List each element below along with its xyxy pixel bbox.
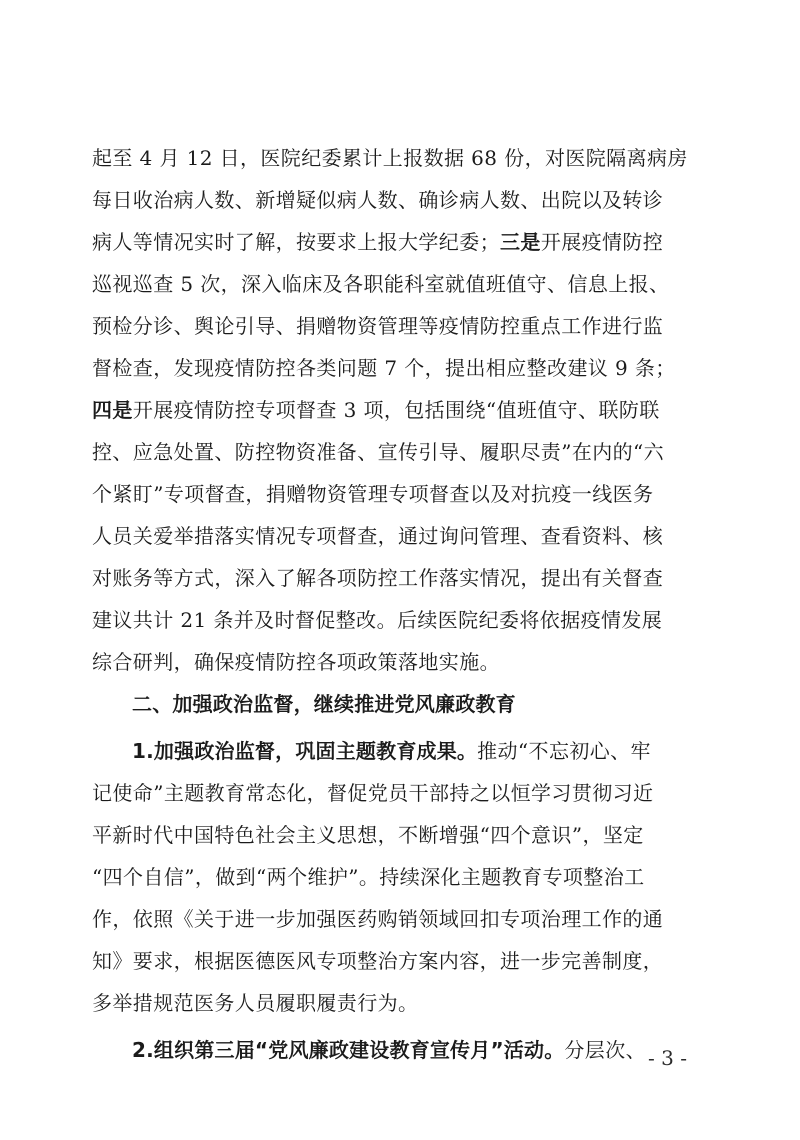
paragraph-1-line-12: 建议共计 21 条并及时督促整改。后续医院纪委将依据疫情发展 bbox=[92, 608, 663, 632]
section-heading: 二、加强政治监督，继续推进党风廉政教育 bbox=[132, 692, 516, 716]
paragraph-2-line-5: 作，依照《关于进一步加强医药购销领域回扣专项治理工作的通 bbox=[92, 907, 664, 931]
paragraph-1-line-1: 起至 4 月 12 日，医院纪委累计上报数据 68 份，对医院隔离病房 bbox=[92, 146, 688, 170]
paragraph-1-line-10: 人员关爱举措落实情况专项督查，通过询问管理、查看资料、核 bbox=[92, 524, 664, 548]
paragraph-1-line-5: 预检分诊、舆论引导、捐赠物资管理等疫情防控重点工作进行监 bbox=[92, 314, 664, 338]
paragraph-1-line-2: 每日收治病人数、新增疑似病人数、确诊病人数、出院以及转诊 bbox=[92, 188, 664, 212]
paragraph-1-line-6: 督检查，发现疫情防控各类问题 7 个，提出相应整改建议 9 条； bbox=[92, 356, 676, 380]
paragraph-2-line-7: 多举措规范医务人员履职履责行为。 bbox=[92, 991, 419, 1015]
paragraph-2-line-1 bbox=[92, 730, 716, 772]
paragraph-1-line-8: 控、应急处置、防控物资准备、宣传引导、履职尽责”在内的“六 bbox=[92, 440, 665, 464]
subsection-1-title: 1.加强政治监督，巩固主题教育成果。 bbox=[132, 739, 478, 763]
paragraph-1-line-4: 巡视巡查 5 次，深入临床及各职能科室就值班值守、信息上报、 bbox=[92, 272, 670, 296]
paragraph-1-line-3-text: 病人等情况实时了解，按要求上报大学纪委； bbox=[92, 230, 500, 254]
paragraph-1-line-11: 对账务等方式，深入了解各项防控工作落实情况，提出有关督查 bbox=[92, 566, 664, 590]
paragraph-2-line-4: “四个自信”，做到“两个维护”。持续深化主题教育专项整治工 bbox=[92, 865, 645, 889]
bold-marker-sanshi: 三是 bbox=[500, 230, 541, 254]
paragraph-1-line-13: 综合研判，确保疫情防控各项政策落地实施。 bbox=[92, 650, 500, 674]
paragraph-2-line-6: 知》要求，根据医德医风专项整治方案内容，进一步完善制度， bbox=[92, 949, 664, 973]
paragraph-2-line-1-text: 推动“不忘初心、牢 bbox=[477, 739, 651, 763]
paragraph-3-line-1 bbox=[92, 1029, 716, 1071]
paragraph-1-line-3-tail: 开展疫情防控 bbox=[540, 230, 664, 254]
paragraph-2-line-3: 平新时代中国特色社会主义思想，不断增强“四个意识”，坚定 bbox=[92, 823, 644, 847]
page-number: - 3 - bbox=[648, 1046, 687, 1070]
paragraph-1-line-7 bbox=[92, 389, 716, 431]
paragraph-1-line-7-text: 开展疫情防控专项督查 3 项，包括围绕“值班值守、联防联 bbox=[132, 398, 660, 422]
subsection-2-title: 2.组织第三届“党风廉政建设教育宣传月”活动。 bbox=[132, 1038, 565, 1062]
paragraph-1-line-9: 个紧盯”专项督查，捐赠物资管理专项督查以及对抗疫一线医务 bbox=[92, 482, 654, 506]
paragraph-2-line-2: 记使命”主题教育常态化，督促党员干部持之以恒学习贯彻习近 bbox=[92, 781, 654, 805]
paragraph-1-line-3 bbox=[92, 221, 716, 263]
paragraph-3-line-1-text: 分层次、 bbox=[564, 1038, 647, 1062]
document-body bbox=[92, 137, 716, 1071]
bold-marker-sishi: 四是 bbox=[92, 398, 133, 422]
